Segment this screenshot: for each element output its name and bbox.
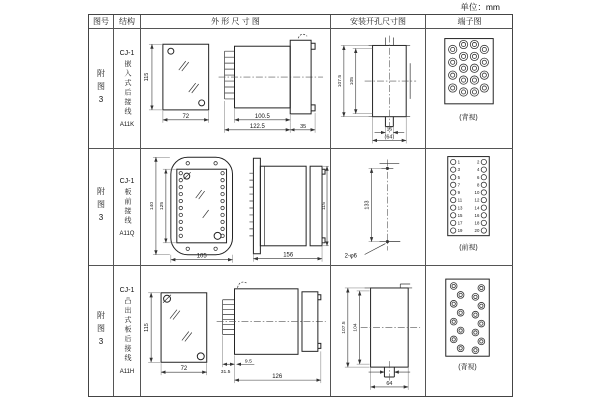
dim-label: 125 <box>159 201 165 211</box>
structure-desc: 板前接线 <box>124 187 131 226</box>
dim-label: 64 <box>386 380 393 387</box>
row1-outline-cell <box>141 29 331 149</box>
row3-fig-cell <box>89 266 114 396</box>
dim-label: 100.5 <box>254 113 270 120</box>
terminal-number: 11 <box>457 197 463 203</box>
structure-code: A11Q <box>119 230 135 237</box>
outline-drawing-a11q <box>141 149 330 265</box>
outline-drawing-a11h <box>141 266 330 396</box>
row3-terminal-cell <box>426 266 513 396</box>
dim-label: 35 <box>300 123 307 130</box>
dim-label: 72 <box>182 113 190 120</box>
row2-terminal-cell <box>426 149 513 266</box>
side-view <box>249 158 329 261</box>
view-label: (背视) <box>459 114 478 122</box>
terminal-number: 8 <box>476 182 480 188</box>
terminal-pins <box>450 283 484 354</box>
dim-label: 9.5 <box>244 359 252 365</box>
row2-install-cell <box>331 149 426 266</box>
header-terminal: 端子图 <box>426 15 513 29</box>
row2-structure-cell <box>114 149 141 266</box>
row2-fig-cell <box>89 149 114 266</box>
terminal-number: 9 <box>457 190 461 196</box>
fig-number: 附图3 <box>96 311 106 351</box>
terminal-number: 12 <box>474 197 480 203</box>
dim-label: 156 <box>283 252 294 259</box>
header-structure: 结构 <box>114 15 141 29</box>
terminal-number: 5 <box>457 174 461 180</box>
terminal-number: 1 <box>457 159 461 165</box>
row1-structure-cell <box>114 29 141 149</box>
model-name: CJ-1 <box>119 287 135 295</box>
terminal-number: 4 <box>476 167 480 173</box>
hole-label: 2-φ6 <box>344 253 357 260</box>
outline-drawing-a11k <box>141 29 330 148</box>
terminal-number: 19 <box>457 228 463 234</box>
terminal-drawing-a11q <box>426 149 513 265</box>
terminal-pins <box>449 40 489 96</box>
dim-label: 105 <box>349 76 355 86</box>
dim-label: (64) <box>384 134 395 141</box>
row1-install-cell <box>331 29 426 149</box>
row3-structure-cell <box>114 266 141 396</box>
dimension-table <box>88 14 513 397</box>
dim-label: 107.5 <box>341 321 347 334</box>
unit-label: 单位：mm <box>460 2 500 12</box>
header-install: 安装开孔尺寸图 <box>331 15 426 29</box>
dim-label: 133 <box>364 200 371 210</box>
header-fig: 图号 <box>89 15 114 29</box>
install-drawing-a11h <box>331 266 425 396</box>
terminal-number: 18 <box>474 220 480 226</box>
dim-label: 115 <box>143 72 150 82</box>
terminal-number: 14 <box>474 205 480 211</box>
dim-label: 122.5 <box>249 123 265 130</box>
terminal-numbers <box>458 160 480 234</box>
terminal-number: 3 <box>457 167 461 173</box>
install-drawing-a11q <box>331 149 425 265</box>
dim-label: 104 <box>353 323 359 332</box>
model-name: CJ-1 <box>119 49 135 57</box>
fig-number: 附图3 <box>96 68 106 109</box>
terminal-number: 6 <box>476 174 480 180</box>
model-name: CJ-1 <box>119 177 135 185</box>
terminal-number: 10 <box>474 190 480 196</box>
row1-terminal-cell <box>426 29 513 149</box>
terminal-number: 17 <box>457 220 463 226</box>
dim-label: 16 <box>386 127 393 133</box>
dim-label: 72 <box>180 366 188 373</box>
dim-label: 126 <box>272 374 283 381</box>
view-label: (背视) <box>458 364 477 372</box>
dim-label: 140 <box>149 201 155 211</box>
row3-install-cell <box>331 266 426 396</box>
front-view <box>149 157 233 262</box>
structure-code: A11K <box>119 121 135 128</box>
dim-label: 31.5 <box>220 370 231 376</box>
structure-desc: 凸出式板后接线 <box>124 297 131 364</box>
row3-outline-cell <box>141 266 331 396</box>
view-label: (前视) <box>459 244 478 252</box>
terminal-number: 15 <box>457 212 463 218</box>
terminal-pins <box>451 159 487 233</box>
dim-label: 105 <box>196 253 207 260</box>
terminal-number: 2 <box>476 159 480 165</box>
terminal-number: 16 <box>474 212 480 218</box>
side-view <box>217 282 326 383</box>
dim-label: 115 <box>322 202 328 210</box>
terminal-drawing-a11h <box>426 266 513 396</box>
side-view <box>219 34 323 133</box>
front-view <box>144 44 209 123</box>
fig-number: 附图3 <box>96 187 106 227</box>
front-view <box>144 293 207 375</box>
structure-code: A11H <box>119 368 135 375</box>
terminal-drawing-a11k <box>426 29 513 148</box>
dim-label: 107.5 <box>337 74 343 88</box>
terminal-number: 20 <box>474 228 480 234</box>
terminal-number: 13 <box>457 205 463 211</box>
terminal-number: 7 <box>457 182 461 188</box>
structure-desc: 嵌入式后接线 <box>124 59 131 117</box>
row1-fig-cell <box>89 29 114 149</box>
row2-outline-cell <box>141 149 331 266</box>
dim-label: 115 <box>144 323 151 332</box>
header-outline: 外 形 尺 寸 图 <box>141 15 331 29</box>
install-drawing-a11k <box>331 29 425 148</box>
